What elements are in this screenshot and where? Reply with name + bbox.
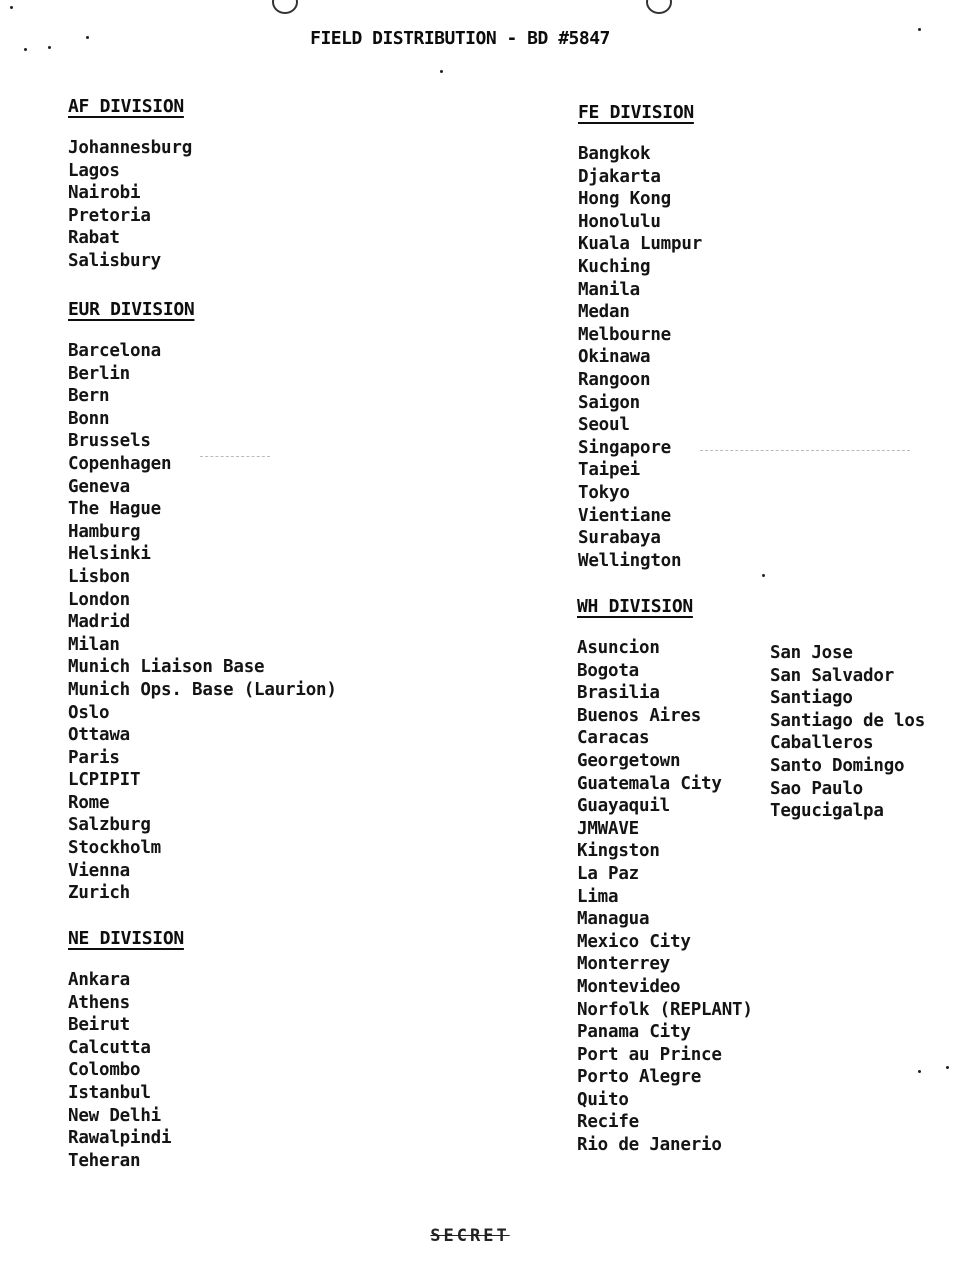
city-list-item: Stockholm xyxy=(68,838,162,859)
scan-speck xyxy=(24,48,27,51)
city-list-item: Lisbon xyxy=(68,566,131,587)
scan-speck xyxy=(10,6,13,9)
city-list-item: La Paz xyxy=(577,863,640,884)
af-city-list xyxy=(68,137,192,273)
city-list-item: New Delhi xyxy=(68,1105,162,1126)
city-list-item: Barcelona xyxy=(68,341,162,361)
city-list-item: Bangkok xyxy=(578,144,651,164)
city-list-item: Calcutta xyxy=(68,1037,151,1058)
city-list-item: Lima xyxy=(577,886,619,907)
city-list-item: Recife xyxy=(577,1112,640,1133)
city-list-item: Managua xyxy=(577,909,650,930)
city-list-item: Hamburg xyxy=(68,521,141,542)
city-list-item: Kuala Lumpur xyxy=(578,234,703,255)
city-list-item: Bogota xyxy=(577,660,640,681)
city-list-item: Guayaquil xyxy=(577,796,671,817)
city-list-item: Vientiane xyxy=(578,505,672,526)
scan-speck xyxy=(86,36,89,39)
city-list-item: Panama City xyxy=(577,1022,691,1043)
city-list-item: Melbourne xyxy=(578,324,672,345)
af-division xyxy=(68,96,192,273)
city-list-item: Manila xyxy=(578,279,641,300)
city-list-item: Bonn xyxy=(68,408,110,429)
city-list-item: Georgetown xyxy=(577,750,681,771)
city-list-item: Hong Kong xyxy=(578,189,672,210)
seal-mark-left xyxy=(272,0,298,14)
city-list-item: Norfolk (REPLANT) xyxy=(577,999,753,1020)
city-list-item: Vienna xyxy=(68,860,131,881)
city-list-item: Milan xyxy=(68,634,120,655)
city-list-item: Teheran xyxy=(68,1150,141,1171)
city-list-item: Rabat xyxy=(68,228,120,249)
city-list-item: Istanbul xyxy=(68,1082,151,1103)
scan-artifact-line xyxy=(200,456,270,457)
city-list-item: Madrid xyxy=(68,612,131,633)
seal-mark-right xyxy=(646,0,672,14)
city-list-item: Geneva xyxy=(68,476,131,497)
city-list-item: Asuncion xyxy=(577,638,660,658)
city-list-item: Seoul xyxy=(578,415,630,436)
city-list-item: The Hague xyxy=(68,499,162,520)
ne-division-heading: NE DIVISION xyxy=(68,928,184,949)
fe-division-heading: FE DIVISION xyxy=(578,102,694,123)
fe-division xyxy=(578,102,702,572)
city-list-item: Singapore xyxy=(578,437,672,458)
city-list-item: Quito xyxy=(577,1089,629,1110)
af-division-heading: AF DIVISION xyxy=(68,96,184,117)
city-list-item: Kingston xyxy=(577,841,660,862)
city-list-item: Copenhagen xyxy=(68,453,172,474)
city-list-item: Medan xyxy=(578,302,630,323)
city-list-item: Santiago de los xyxy=(770,710,926,731)
city-list-item: Helsinki xyxy=(68,544,151,565)
city-list-item: Salisbury xyxy=(68,250,162,271)
eur-division-heading: EUR DIVISION xyxy=(68,299,195,320)
city-list-item: Honolulu xyxy=(578,211,661,232)
city-list-item: Ankara xyxy=(68,970,131,990)
city-list-item: San Salvador xyxy=(770,665,895,686)
page-title: FIELD DISTRIBUTION - BD #5847 xyxy=(310,28,610,49)
classification-marking: SECRET xyxy=(430,1226,510,1246)
city-list-item: Taipei xyxy=(578,460,641,481)
city-list-item: San Jose xyxy=(770,643,853,663)
city-list-item: Okinawa xyxy=(578,347,651,368)
city-list-item: Salzburg xyxy=(68,815,151,836)
eur-division xyxy=(68,299,337,905)
city-list-item: Montevideo xyxy=(577,976,681,997)
scan-artifact-line xyxy=(700,450,910,451)
city-list-item: Brasilia xyxy=(577,683,660,704)
city-list-item: Rawalpindi xyxy=(68,1128,172,1149)
city-list-item: Caracas xyxy=(577,728,650,749)
city-list-item: Ottawa xyxy=(68,725,131,746)
city-list-item: Port au Prince xyxy=(577,1044,722,1065)
city-list-item: Johannesburg xyxy=(68,138,193,158)
city-list-item: Surabaya xyxy=(578,528,661,549)
city-list-item: Caballeros xyxy=(770,733,874,754)
city-list-item: Buenos Aires xyxy=(577,705,702,726)
city-list-item: Brussels xyxy=(68,431,151,452)
city-list-item: Sao Paulo xyxy=(770,778,864,799)
wh-city-list-col2 xyxy=(770,642,925,823)
wh-division-col2 xyxy=(770,642,925,823)
scan-speck xyxy=(48,46,51,49)
city-list-item: Tegucigalpa xyxy=(770,801,884,822)
city-list-item: Athens xyxy=(68,992,131,1013)
wh-city-list-col1 xyxy=(577,637,753,1157)
wh-division-heading: WH DIVISION xyxy=(577,596,693,617)
city-list-item: Pretoria xyxy=(68,205,151,226)
city-list-item: London xyxy=(68,589,131,610)
city-list-item: Berlin xyxy=(68,363,131,384)
city-list-item: Nairobi xyxy=(68,183,141,204)
city-list-item: JMWAVE xyxy=(577,818,640,839)
city-list-item: Rome xyxy=(68,792,110,813)
city-list-item: Monterrey xyxy=(577,954,671,975)
city-list-item: Munich Liaison Base xyxy=(68,657,265,678)
city-list-item: Lagos xyxy=(68,160,120,181)
scan-speck xyxy=(918,28,921,31)
city-list-item: Saigon xyxy=(578,392,641,413)
city-list-item: Zurich xyxy=(68,883,131,904)
scan-speck xyxy=(440,70,443,73)
ne-city-list xyxy=(68,969,184,1172)
city-list-item: LCPIPIT xyxy=(68,770,141,791)
city-list-item: Oslo xyxy=(68,702,110,723)
city-list-item: Beirut xyxy=(68,1015,131,1036)
city-list-item: Rangoon xyxy=(578,369,651,390)
scan-speck xyxy=(918,1070,921,1073)
city-list-item: Wellington xyxy=(578,550,682,571)
city-list-item: Porto Alegre xyxy=(577,1067,702,1088)
city-list-item: Kuching xyxy=(578,256,651,277)
fe-city-list xyxy=(578,143,702,572)
eur-city-list xyxy=(68,340,337,905)
wh-division xyxy=(577,596,753,1157)
city-list-item: Mexico City xyxy=(577,931,691,952)
city-list-item: Munich Ops. Base (Laurion) xyxy=(68,679,337,700)
city-list-item: Bern xyxy=(68,386,110,407)
city-list-item: Santiago xyxy=(770,688,853,709)
city-list-item: Guatemala City xyxy=(577,773,722,794)
scan-speck xyxy=(946,1066,949,1069)
city-list-item: Rio de Janerio xyxy=(577,1135,722,1156)
city-list-item: Paris xyxy=(68,747,120,768)
ne-division xyxy=(68,928,184,1172)
city-list-item: Djakarta xyxy=(578,166,661,187)
city-list-item: Colombo xyxy=(68,1060,141,1081)
city-list-item: Santo Domingo xyxy=(770,755,905,776)
city-list-item: Tokyo xyxy=(578,482,630,503)
scan-speck xyxy=(762,574,765,577)
